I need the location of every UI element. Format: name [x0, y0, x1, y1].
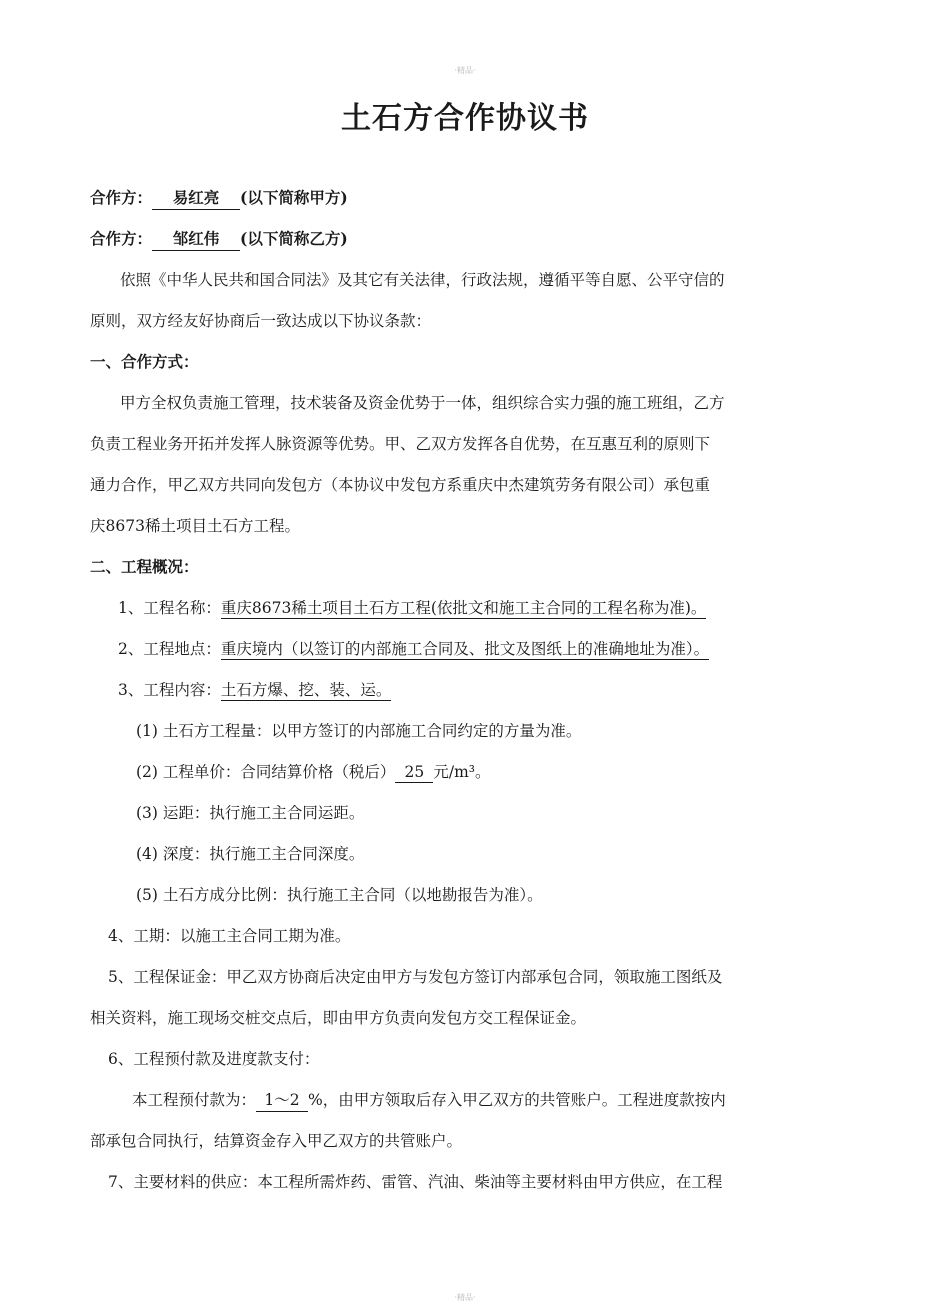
party-b-suffix: (以下简称乙方)	[240, 229, 348, 248]
item-6-rest: %，由甲方领取后存入甲乙双方的共管账户。工程进度款按内	[308, 1091, 726, 1109]
item-1-project-name	[118, 596, 706, 618]
item-5-line-1: 5、工程保证金：甲乙双方协商后决定由甲方与发包方签订内部承包合同，领取施工图纸及	[108, 968, 723, 986]
section-2-heading: 二、工程概况：	[90, 557, 199, 576]
party-b-name: 邹红伟	[152, 227, 240, 251]
party-b-line	[90, 227, 348, 251]
preamble-line-1: 依照《中华人民共和国合同法》及其它有关法律，行政法规，遵循平等自愿、公平守信的	[120, 271, 725, 289]
sub-item-4: (4) 深度：执行施工主合同深度。	[136, 845, 365, 863]
unit-price-unit: 元/m³。	[433, 763, 491, 781]
sub-item-5: (5) 土石方成分比例：执行施工主合同（以地勘报告为准）。	[136, 886, 543, 904]
item-2-value: 重庆境内（以签订的内部施工合同及、批文及图纸上的准确地址为准）。	[220, 640, 710, 658]
item-6-line-1	[132, 1088, 726, 1112]
item-5-line-2: 相关资料，施工现场交桩交点后，即由甲方负责向发包方交工程保证金。	[90, 1009, 587, 1027]
section-1-line-2: 负责工程业务开拓并发挥人脉资源等优势。甲、乙双方发挥各自优势，在互惠互利的原则下	[90, 435, 711, 453]
section-1-line-3: 通力合作，甲乙双方共同向发包方（本协议中发包方系重庆中杰建筑劳务有限公司）承包重	[90, 476, 711, 494]
item-7-materials: 7、主要材料的供应：本工程所需炸药、雷管、汽油、柴油等主要材料由甲方供应，在工程	[108, 1173, 723, 1191]
item-1-label: 1、工程名称：	[118, 599, 221, 617]
header-watermark: ·精品·	[454, 66, 476, 75]
item-2-project-location	[118, 637, 709, 659]
sub-item-1: (1) 土石方工程量：以甲方签订的内部施工合同约定的方量为准。	[136, 722, 582, 740]
section-1-line-4: 庆8673稀土项目土石方工程。	[90, 517, 300, 535]
unit-price-value: 25	[395, 763, 433, 783]
section-1-heading: 一、合作方式：	[90, 352, 199, 371]
item-6-heading: 6、工程预付款及进度款支付：	[108, 1050, 320, 1068]
party-a-label: 合作方：	[90, 188, 153, 207]
party-a-line	[90, 186, 348, 210]
sub-item-2-prefix: (2) 工程单价：合同结算价格（税后）	[136, 763, 396, 781]
item-6-line-2: 部承包合同执行，结算资金存入甲乙双方的共管账户。	[90, 1132, 463, 1150]
item-3-project-content	[118, 678, 391, 700]
party-a-suffix: (以下简称甲方)	[240, 188, 348, 207]
sub-item-2	[136, 760, 491, 783]
sub-item-3: (3) 运距：执行施工主合同运距。	[136, 804, 365, 822]
item-3-value: 土石方爆、挖、装、运。	[220, 681, 392, 699]
item-2-label: 2、工程地点：	[118, 640, 221, 658]
party-a-name: 易红亮	[152, 186, 240, 210]
item-6-prefix: 本工程预付款为：	[132, 1091, 257, 1109]
preamble-line-2: 原则，双方经友好协商后一致达成以下协议条款：	[90, 312, 432, 330]
footer-watermark: ·精品·	[454, 1293, 476, 1302]
advance-payment-rate: 1～2	[256, 1088, 308, 1112]
document-title: 土石方合作协议书	[341, 101, 589, 136]
party-b-label: 合作方：	[90, 229, 153, 248]
item-1-value: 重庆8673稀土项目土石方工程(依批文和施工主合同的工程名称为准)。	[220, 599, 707, 617]
section-1-line-1: 甲方全权负责施工管理，技术装备及资金优势于一体，组织综合实力强的施工班组，乙方	[120, 394, 725, 412]
item-3-label: 3、工程内容：	[118, 681, 221, 699]
item-4-schedule: 4、工期：以施工主合同工期为准。	[108, 927, 351, 945]
